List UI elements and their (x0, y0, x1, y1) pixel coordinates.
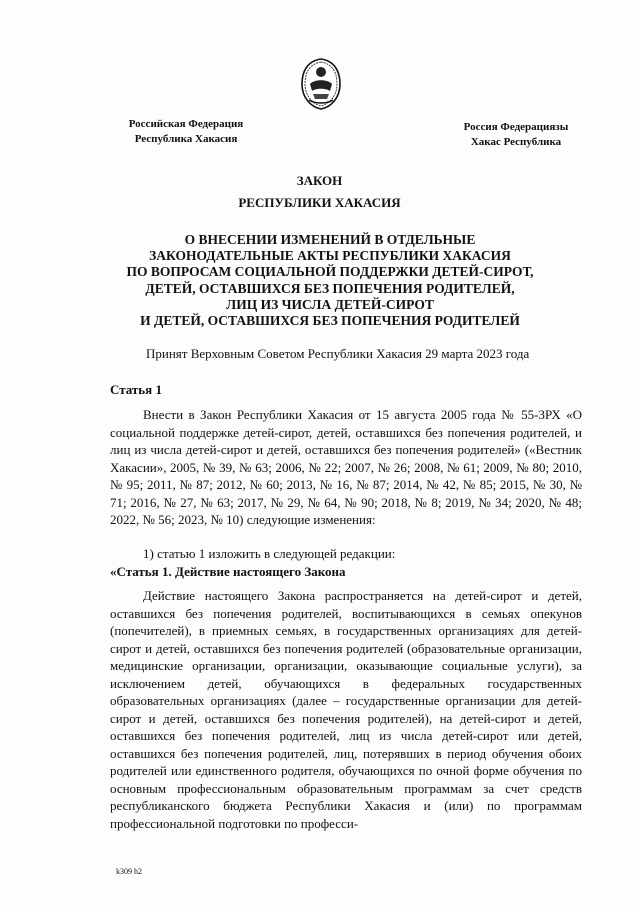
quoted-article-heading-text: «Статья 1. Действие настоящего Закона (110, 564, 346, 579)
issuer-republic-khakas: Хакас Республика (470, 136, 562, 148)
quoted-article-paragraph (110, 587, 582, 832)
title-line: ПО ВОПРОСАМ СОЦИАЛЬНОЙ ПОДДЕРЖКИ ДЕТЕЙ-СИРОТ, (126, 264, 534, 280)
quoted-article-heading (110, 563, 582, 581)
document-type-law: ЗАКОН (296, 173, 343, 188)
issuer-header-russian (106, 117, 266, 147)
issuer-country-khakas: Россия Федерациязы (463, 121, 569, 133)
footer-code: k309 h2 (116, 867, 142, 876)
amendment-text: Внести в Закон Республики Хакасия от 15 августа 2005 года № 55-ЗРХ «О социальной поддержке детей-сирот, детей, оставшихся без попечения родителей, и лиц из числа детей-сирот и детей, оставшихся без попечения родителей» («Вестник Хакасии», 2005, № 39, № 63; 2006, № 22; 2007, № 26; 2008, № 61; 2009, № 80; 2010, № 95; 2011, № 87; 2012, № 60; 2013, № 16, № 87; 2014, № 42, № 85; 2015, № 30, № 71; 2016, № 27, № 63; 2017, № 29, № 64, № 90; 2018, № 8; 2019, № 34; 2020, № 48; 2022, № 56; 2023, № 10) следующие изменения: (110, 407, 582, 527)
document-type-republic: РЕСПУБЛИКИ ХАКАСИЯ (238, 195, 401, 210)
title-line: ЗАКОНОДАТЕЛЬНЫЕ АКТЫ РЕСПУБЛИКИ ХАКАСИЯ (149, 248, 511, 264)
amendment-item (110, 545, 582, 563)
title-line: И ДЕТЕЙ, ОСТАВШИХСЯ БЕЗ ПОПЕЧЕНИЯ РОДИТЕЛЕЙ (140, 313, 520, 329)
title-line: ДЕТЕЙ, ОСТАВШИХСЯ БЕЗ ПОПЕЧЕНИЯ РОДИТЕЛЕЙ, (145, 280, 515, 296)
issuer-header-khakas (436, 120, 596, 150)
adoption-statement: Принят Верховным Советом Республики Хакасия 29 марта 2023 года (146, 346, 530, 361)
article-heading: Статья 1 (110, 382, 162, 397)
issuer-republic: Республика Хакасия (134, 133, 238, 145)
issuer-country: Российская Федерация (128, 118, 244, 130)
quoted-article-text: Действие настоящего Закона распространяется на детей-сирот и детей, оставшихся без попечения родителей, воспитывающихся в семьях опекунов (попечителей), в приемных семьях, в государственных организациях для детей-сирот и детей, оставшихся без попечения родителей (образовательные организации, медицинские организации, организации, оказывающие социальные услуги), за исключением детей, обучающихся в федеральных государственных образовательных организациях (далее – государственные организации для детей-сирот и детей, оставшихся без попечения родителей), на детей-сирот и детей, оставшихся без попечения родителей, лиц из числа детей-сирот или детей, оставшихся без попечения родителей, лиц, потерявших в период обучения обоих родителей или единственного родителя, обучающихся по очной форме обучения по основным профессиональным образовательным программам за счет средств республиканского бюджета Республики Хакасия и (или) по программам профессиональной подготовки по професси- (110, 588, 582, 831)
document-type (0, 170, 639, 214)
title-line: ЛИЦ ИЗ ЧИСЛА ДЕТЕЙ-СИРОТ (226, 296, 434, 312)
document-title (80, 232, 580, 329)
coat-of-arms-icon (299, 58, 343, 110)
amendment-item-text: 1) статью 1 изложить в следующей редакции: (143, 546, 396, 561)
title-line: О ВНЕСЕНИИ ИЗМЕНЕНИЙ В ОТДЕЛЬНЫЕ (184, 232, 476, 247)
amendment-paragraph (110, 406, 582, 529)
